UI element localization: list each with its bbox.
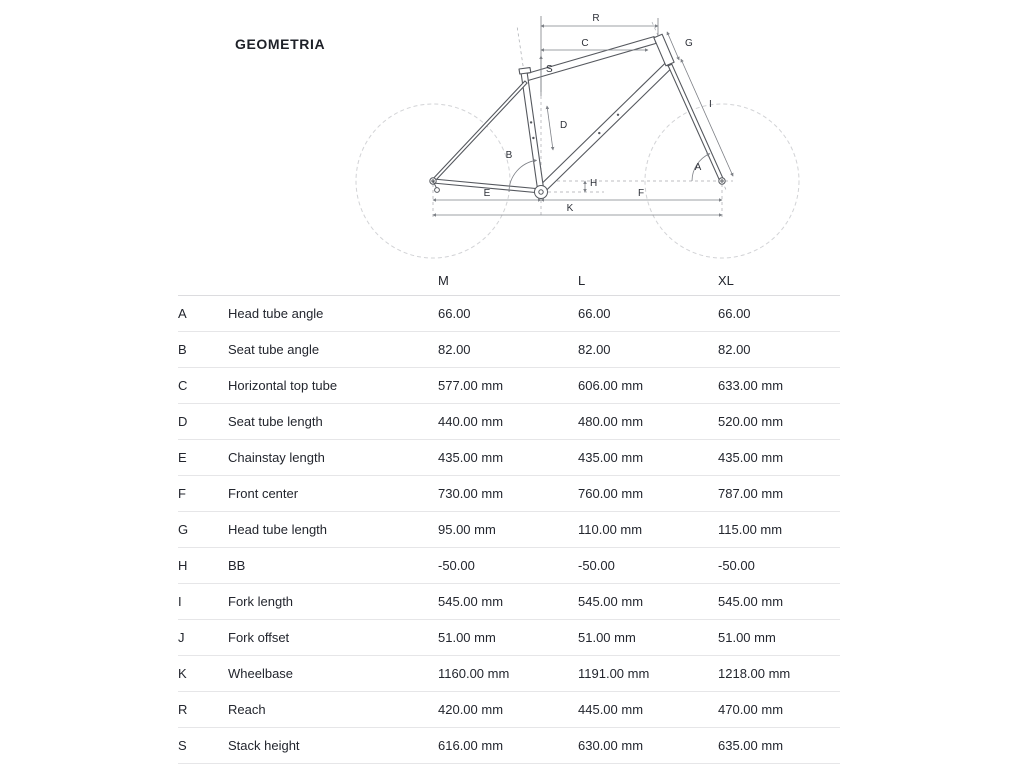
row-value-xl: 520.00 mm [718,404,840,440]
row-value-xl: 787.00 mm [718,476,840,512]
column-header-m: M [438,266,578,296]
column-header-l: L [578,266,718,296]
row-value-l: 435.00 mm [578,440,718,476]
row-value-m: 730.00 mm [438,476,578,512]
row-value-l: 630.00 mm [578,728,718,764]
row-name: Horizontal top tube [228,368,438,404]
row-letter: S [178,728,228,764]
row-value-xl: 435.00 mm [718,440,840,476]
row-letter: H [178,548,228,584]
label-fork-length: I [709,99,712,110]
row-name: Fork length [228,584,438,620]
row-value-l: 445.00 mm [578,692,718,728]
row-letter: A [178,296,228,332]
row-value-l: 760.00 mm [578,476,718,512]
table-row [178,656,840,692]
row-value-m: 82.00 [438,332,578,368]
label-bb-drop: H [590,178,598,189]
row-value-l: 545.00 mm [578,584,718,620]
label-seat-tube: D [560,120,568,131]
table-row [178,548,840,584]
geometry-table [178,266,840,764]
page-title: GEOMETRIA [235,36,326,52]
row-value-m: 577.00 mm [438,368,578,404]
row-value-m: 420.00 mm [438,692,578,728]
row-name: Chainstay length [228,440,438,476]
table-row [178,476,840,512]
row-value-m: 545.00 mm [438,584,578,620]
row-value-m: 616.00 mm [438,728,578,764]
table-row [178,404,840,440]
row-name: Seat tube angle [228,332,438,368]
row-value-xl: 66.00 [718,296,840,332]
row-letter: B [178,332,228,368]
row-value-m: 51.00 mm [438,620,578,656]
row-letter: J [178,620,228,656]
row-value-l: 82.00 [578,332,718,368]
row-value-l: 110.00 mm [578,512,718,548]
row-value-l: 606.00 mm [578,368,718,404]
row-letter: F [178,476,228,512]
row-value-l: -50.00 [578,548,718,584]
row-value-xl: 115.00 mm [718,512,840,548]
row-value-l: 51.00 mm [578,620,718,656]
row-value-m: 440.00 mm [438,404,578,440]
label-front-center: F [637,188,645,199]
row-value-xl: 51.00 mm [718,620,840,656]
row-name: BB [228,548,438,584]
table-row [178,620,840,656]
row-letter: G [178,512,228,548]
header-letter-spacer [178,266,228,296]
label-chainstay: E [483,188,491,199]
row-name: Stack height [228,728,438,764]
row-name: Head tube length [228,512,438,548]
row-value-xl: 470.00 mm [718,692,840,728]
row-value-l: 480.00 mm [578,404,718,440]
label-wheelbase: K [566,203,574,214]
label-stack: S [546,64,553,75]
row-name: Seat tube length [228,404,438,440]
row-value-m: 66.00 [438,296,578,332]
row-value-m: 95.00 mm [438,512,578,548]
row-value-xl: 82.00 [718,332,840,368]
header-name-spacer [228,266,438,296]
row-name: Reach [228,692,438,728]
row-name: Head tube angle [228,296,438,332]
row-name: Wheelbase [228,656,438,692]
row-value-xl: 635.00 mm [718,728,840,764]
row-value-l: 1191.00 mm [578,656,718,692]
table-row [178,512,840,548]
row-letter: I [178,584,228,620]
bike-geometry-diagram [350,6,810,262]
row-value-xl: 1218.00 mm [718,656,840,692]
frame-tubes [432,34,724,193]
label-reach: R [592,13,600,24]
table-row [178,692,840,728]
row-value-m: 435.00 mm [438,440,578,476]
row-name: Fork offset [228,620,438,656]
table-row [178,728,840,764]
table-header-row [178,266,840,296]
row-letter: R [178,692,228,728]
table-row [178,296,840,332]
table-row [178,332,840,368]
table-row [178,584,840,620]
row-value-m: 1160.00 mm [438,656,578,692]
label-head-angle: A [694,162,702,173]
label-seat-angle: B [505,150,513,161]
row-letter: E [178,440,228,476]
row-value-m: -50.00 [438,548,578,584]
row-name: Front center [228,476,438,512]
reference-lines [433,22,733,218]
row-value-l: 66.00 [578,296,718,332]
label-head-tube: G [685,38,693,49]
table-row [178,368,840,404]
column-header-xl: XL [718,266,840,296]
row-value-xl: -50.00 [718,548,840,584]
row-value-xl: 545.00 mm [718,584,840,620]
row-letter: D [178,404,228,440]
row-value-xl: 633.00 mm [718,368,840,404]
row-letter: K [178,656,228,692]
label-top-tube: C [581,38,589,49]
dimension-labels [484,13,712,214]
row-letter: C [178,368,228,404]
table-row [178,440,840,476]
